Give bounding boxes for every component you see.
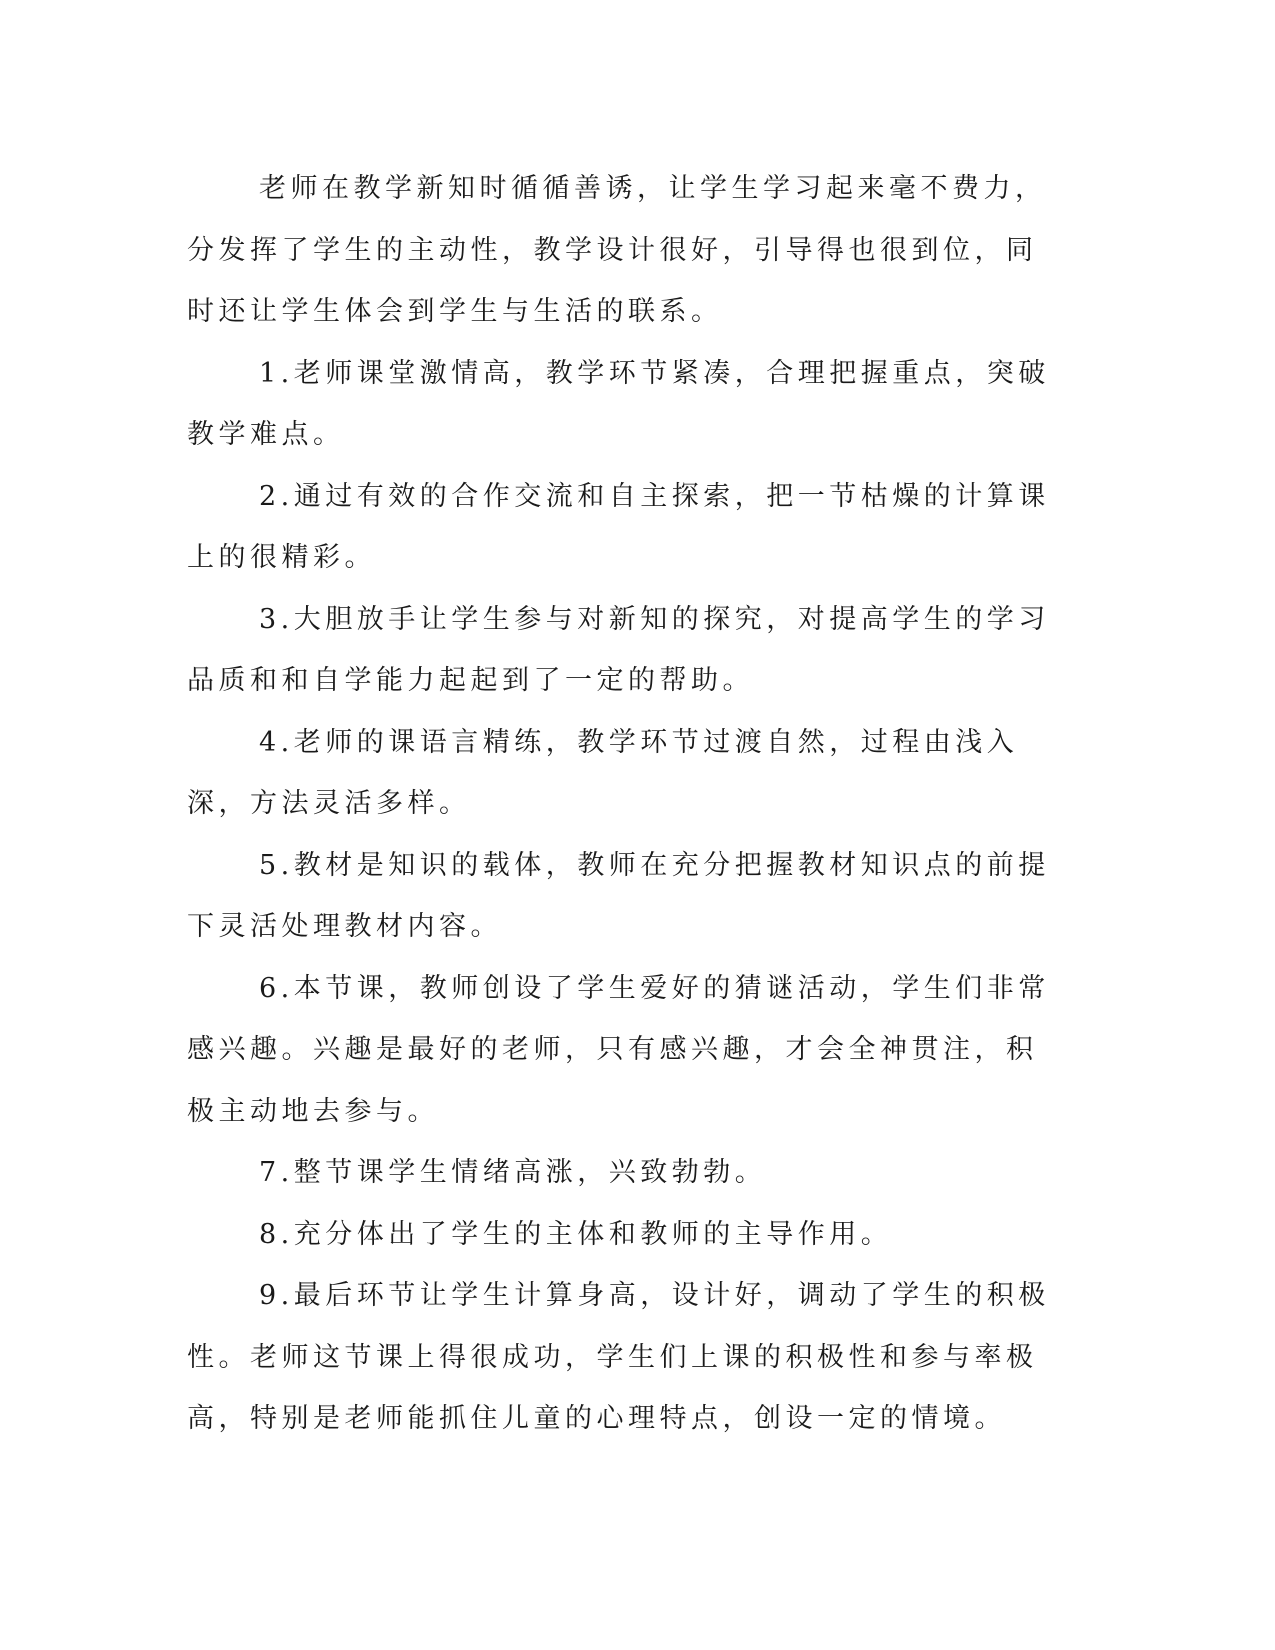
document-page <box>187 158 1067 1450</box>
paragraph-item-7: 7.整节课学生情绪高涨，兴致勃勃。 <box>259 1157 767 1188</box>
paragraph-item-5: 5.教材是知识的载体，教师在充分把握教材知识点的前提下灵活处理教材内容。 <box>187 849 1050 942</box>
paragraph-intro: 老师在教学新知时循循善诱，让学生学习起来毫不费力，分发挥了学生的主动性，教学设计很好，引导得也很到位，同时还让学生体会到学生与生活的联系。 <box>187 173 1047 327</box>
paragraph-item-4: 4.老师的课语言精练，教学环节过渡自然，过程由浅入深，方法灵活多样。 <box>187 726 1019 819</box>
paragraph-item-3: 3.大胆放手让学生参与对新知的探究，对提高学生的学习品质和和自学能力起起到了一定的帮助。 <box>187 603 1050 696</box>
paragraph-item-9: 9.最后环节让学生计算身高，设计好，调动了学生的积极性。老师这节课上得很成功，学生们上课的积极性和参与率极高，特别是老师能抓住儿童的心理特点，创设一定的情境。 <box>187 1280 1050 1434</box>
paragraph-item-1: 1.老师课堂激情高，教学环节紧凑，合理把握重点，突破教学难点。 <box>187 357 1050 450</box>
paragraph-item-6: 6.本节课，教师创设了学生爱好的猜谜活动，学生们非常感兴趣。兴趣是最好的老师，只有感兴趣，才会全神贯注，积极主动地去参与。 <box>187 972 1050 1127</box>
paragraph-item-2: 2.通过有效的合作交流和自主探索，把一节枯燥的计算课上的很精彩。 <box>187 480 1050 573</box>
paragraph-item-8: 8.充分体出了学生的主体和教师的主导作用。 <box>259 1218 893 1250</box>
